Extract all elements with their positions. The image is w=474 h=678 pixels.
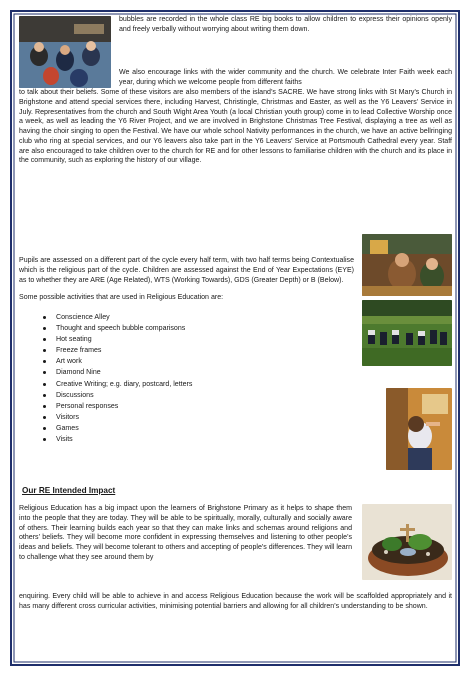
list-item: Visitors [42, 412, 192, 423]
paragraph-bubbles: bubbles are recorded in the whole class RE big books to allow children to express their opinions openly and freely verbally without worrying about writing them down. [119, 16, 452, 33]
activities-list [42, 312, 192, 445]
list-item: Discussions [42, 390, 192, 401]
photo-classroom-circle [19, 16, 111, 88]
photo-children-outdoors [362, 300, 452, 366]
list-item: Diamond Nine [42, 367, 192, 378]
paragraph-church-links: to talk about their beliefs. Some of these visitors are also members of the island’s SACRE. We have strong links with St Mary’s Church in Brighstone and attend special services there, including Harvest, Christingle, Christmas and Easter, as well as the Y6 Leavers’ Service in July. Representatives from the church and South Wight Area Youth (a local Christian youth group) come in to lead Collective Worship once a week, as well as leading the Y6 River Project, and we are involved in Brighstone Christmas Tree Festival, displaying a tree as well as having the choir singing to open the Festival. We have our whole school Nativity performances in the church, we have an active bellringing club who ring at special services, and our Y6 leavers also take part in the Y6 Leavers’ Service at Portsmouth Cathedral every year. Staff are also encouraged to take children over to the church for RE and for other lessons to familiarise children with the church and its place in the community, such as exploring the history of our village. [19, 89, 452, 165]
list-item: Games [42, 423, 192, 434]
section-heading-impact: Our RE Intended Impact [22, 486, 116, 495]
paragraph-impact: Religious Education has a big impact upon the learners of Brighstone Primary as it helps to shape them into the people that they are today. They will be able to be spiritually, morally, culturally and socially aware of others. Their learning builds each year so that they can make links and schemas around religions and others’ beliefs. They will become more confident in expressing themselves and listening to other people’s ideas and beliefs. They will become tolerant to others and accepting of people’s differences. They will learn to challenge what they see around them by [19, 505, 352, 561]
garden-photo-image [362, 504, 452, 580]
photo-child-wall [386, 388, 452, 470]
photo-children-artwork [362, 234, 452, 296]
paragraph-assessment: Pupils are assessed on a different part of the cycle every half term, with two half terms being Contextualise which is the religious part of the cycle. Children are assessed against the End of Year Expectations (EYE) as to whether they are ARE (Age Related), WTS (Working Towards), GDS (Greater Depth) or B (Below). [19, 257, 354, 284]
list-item: Freeze frames [42, 345, 192, 356]
document-page [10, 10, 460, 666]
photo-miniature-garden [362, 504, 452, 580]
artwork-photo-image [362, 234, 452, 296]
paragraph-community-links: We also encourage links with the wider community and the church. We celebrate Inter Faith week each year, during which we welcome people from different faiths [119, 69, 452, 86]
paragraph-impact-continued: enquiring. Every child will be able to achieve in and access Religious Education because the work will be scaffolded appropriately and it has many different cross curricular activities, minimising potential barriers and allowing for all children’s understanding to be shown. [19, 593, 452, 610]
classroom-photo-image [19, 16, 111, 88]
list-item: Art work [42, 356, 192, 367]
outdoors-photo-image [362, 300, 452, 366]
wall-photo-image [386, 388, 452, 470]
list-item: Personal responses [42, 401, 192, 412]
list-item: Hot seating [42, 334, 192, 345]
list-item: Creative Writing; e.g. diary, postcard, letters [42, 379, 192, 390]
list-item: Visits [42, 434, 192, 445]
list-item: Conscience Alley [42, 312, 192, 323]
paragraph-activities-intro: Some possible activities that are used in Religious Education are: [19, 294, 224, 301]
list-item: Thought and speech bubble comparisons [42, 323, 192, 334]
